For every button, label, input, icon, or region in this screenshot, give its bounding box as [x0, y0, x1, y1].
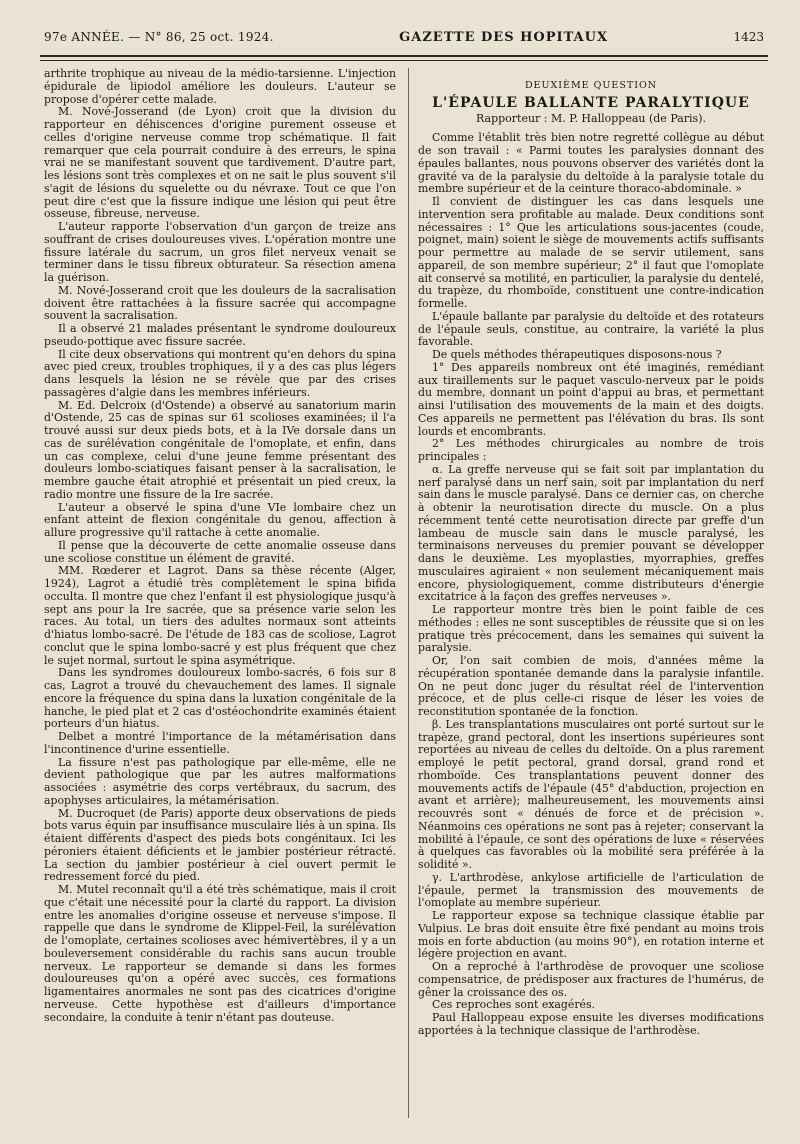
paragraph: M. Ed. Delcroix (d'Ostende) a observé au sanatorium marin d'Ostende, 25 cas de spinas sur 61 scolioses examinées; il l'a trouvé aussi sur deux pieds bots, et à la IVe dorsale dans un cas de surélévation congénitale de l'omoplate, et enfin, dans un cas complexe, celui d'une jeune femme présentant des douleurs lombo-sciatiques faisant penser à la sacralisation, le membre gauche était atrophié et présentait un pied creux, la radio montre une fissure de la Ire sacrée.: [44, 398, 396, 501]
issue-info: 97e ANNÉE. — N° 86, 25 oct. 1924.: [44, 30, 274, 44]
paragraph: L'auteur a observé le spina d'une VIe lombaire chez un enfant atteint de flexion congénitale du genou, affection à allure progressive qu'il rattache à cette anomalie.: [44, 500, 396, 539]
paragraph: Il pense que la découverte de cette anomalie osseuse dans une scoliose constitue un élément de gravité.: [44, 538, 396, 565]
paragraph: M. Ducroquet (de Paris) apporte deux observations de pieds bots varus équin par insuffisance musculaire liés à un spina. Ils étaient différents d'aspect des pieds bots congénitaux. Ici les péroniers étaient déficients et le jambier postérieur rétracté. La section du jambier postérieur à ciel ouvert permit le redressement forcé du pied.: [44, 806, 396, 884]
section-label: DEUXIÈME QUESTION: [524, 80, 658, 91]
left-column: [44, 68, 396, 1126]
paragraph: L'auteur rapporte l'observation d'un garçon de treize ans souffrant de crises douloureuses vives. L'opération montre une fissure latérale du sacrum, un gros filet nerveux venait se terminer dans le tissu fibreux obturateur. Sa résection amena la guérison.: [44, 220, 396, 284]
paragraph: 1° Des appareils nombreux ont été imaginés, remédiant aux tiraillements sur le paquet vasculo-nerveux par le poids du membre, donnant un point d'appui au bras, et permettant ainsi l'utilisation des mouvements de la main et des doigts. Ces appareils ne permettent pas l'élévation du bras. Ils sont lourds et encombrants.: [418, 360, 764, 438]
page-header: [44, 30, 764, 52]
paragraph: Le rapporteur expose sa technique classique établie par Vulpius. Le bras doit ensuite être fixé pendant au moins trois mois en forte abduction (au moins 90°), en rotation interne et légère projection en avant.: [418, 909, 764, 961]
paragraph: β. Les transplantations musculaires ont porté surtout sur le trapèze, grand pectoral, dont les insertions supérieures sont reportées au niveau de celles du deltoïde. On a plus rarement employé le petit pectoral, grand dorsal, grand rond et rhomboïde. Ces transplantations peuvent donner des mouvements actifs de l'épaule (45° d'abduction, projection en avant et arrière); malheureusement, les mouvements ainsi recouvrés sont « dénués de force et de précision ». Néanmoins ces opérations ne sont pas à rejeter; conservant la mobilité à l'épaule, ce sont des opérations de luxe « réservées à quelques cas favorables où la mobilité sera préférée à la solidité ».: [418, 717, 764, 872]
rapporteur-line: Rapporteur : M. P. Halloppeau (de Paris).: [475, 112, 706, 126]
article-title: L'ÉPAULE BALLANTE PARALYTIQUE: [432, 95, 750, 112]
paragraph: M. Mutel reconnaît qu'il a été très schématique, mais il croit que c'était une nécessité pour la clarté du rapport. La division entre les anomalies d'origine osseuse et nerveuse s'impose. Il rappelle que dans le syndrome de Klippel-Feil, la surélévation de l'omoplate, certaines scolioses avec hémivertèbres, il y a un bouleversement considérable du rachis sans aucun trouble nerveux. Le rapporteur se demande si dans les formes douloureuses qu'on a opéré avec succès, ces formations ligamentaires anormales ne sont pas des cicatrices d'origine nerveuse. Cette hypothèse est d'ailleurs d'importance secondaire, la conduite à tenir n'étant pas douteuse.: [44, 883, 396, 1024]
paragraph: De quels méthodes thérapeutiques disposons-nous ?: [432, 348, 722, 362]
paragraph: α. La greffe nerveuse qui se fait soit par implantation du nerf paralysé dans un nerf sain, soit par implantation du nerf sain dans le muscle paralysé. Dans ce dernier cas, on cherche à obtenir la neurotisation directe du muscle. On a plus récemment tenté cette neurotisation directe par greffe d'un lambeau de muscle sain dans le muscle paralysé, les terminaisons nerveuses du premier pouvant se développer dans le deuxième. Les myoplasties, myorraphies, greffes musculaires agiraient « non seulement mécaniquement mais encore, physiologiquement, comme distributeurs d'énergie excitatrice à la façon des greffes nerveuses ».: [418, 462, 764, 604]
paragraph: MM. Rœderer et Lagrot. Dans sa thèse récente (Alger, 1924), Lagrot a étudié très complètement le spina bifida occulta. Il montre que chez l'enfant il est physiologique jusqu'à sept ans pour la Ire sacrée, que sa présence varie selon les races. Au total, un tiers des adultes normaux sont atteints d'hiatus lombo-sacré. De l'étude de 183 cas de scoliose, Lagrot conclut que le spina lombo-sacré y est plus fréquent que chez le sujet normal, surtout le spina asymétrique.: [44, 564, 396, 667]
paragraph: Delbet a montré l'importance de la métamérisation dans l'incontinence d'urine essentielle.: [44, 730, 396, 756]
paragraph: 2° Les méthodes chirurgicales au nombre de trois principales :: [418, 437, 764, 464]
page-number: 1423: [733, 30, 764, 44]
header-rule-thick: [40, 55, 768, 57]
paragraph: Paul Halloppeau expose ensuite les diverses modifications apportées à la technique classique de l'arthrodèse.: [418, 1011, 764, 1037]
paragraph: La fissure n'est pas pathologique par elle-même, elle ne devient pathologique que par les autres malformations associées : asymétrie des corps vertébraux, du sacrum, des apophyses articulaires, la métamérisation.: [44, 755, 396, 807]
paragraph: Dans les syndromes douloureux lombo-sacrés, 6 fois sur 8 cas, Lagrot a trouvé du chevauchement des lames. Il signale encore la fréquence du spina dans la luxation congénitale de la hanche, le pied plat et 2 cas d'ostéochondrite examinés étaient porteurs d'un hiatus.: [44, 666, 396, 731]
column-divider: [408, 68, 409, 1118]
paragraph: Il cite deux observations qui montrent qu'en dehors du spina avec pied creux, troubles trophiques, il y a des cas plus légers dans lesquels la lésion ne se révèle que par des crises passagères d'algie dans les membres inférieurs.: [44, 347, 396, 399]
paragraph: Comme l'établit très bien notre regretté collègue au début de son travail : « Parmi toutes les paralysies donnant des épaules ballantes, nous pouvons observer des variétés dont la gravité va de la paralysie du deltoïde à la paralysie totale du membre supérieur et de la ceinture thoraco-abdominale. »: [418, 131, 764, 196]
right-column: [418, 68, 764, 1126]
paragraph: Il convient de distinguer les cas dans lesquels une intervention sera profitable au malade. Deux conditions sont nécessaires : 1° Que les articulations sous-jacentes (coude, poignet, main) soient le siège de mouvements actifs suffisants pour permettre au malade de se servir utilement, sans appareil, de son membre supérieur; 2° il faut que l'omoplate ait conservé sa motilité, en particulier, la paralysie du dentelé, du trapèze, du rhomboïde, constituent une contre-indication formelle.: [418, 195, 764, 311]
paragraph: Le rapporteur montre très bien le point faible de ces méthodes : elles ne sont susceptibles de réussite que si on les pratique très précocement, dans les semaines qui suivent la paralysie.: [418, 603, 764, 655]
paragraph: M. Nové-Josserand (de Lyon) croit que la division du rapporteur en déhiscences d'origine purement osseuse et celles d'origine nerveuse comme trop schématique. Il fait remarquer que cela pourrait conduire à des erreurs, le spina vrai ne se manifestant souvent que tardivement. D'autre part, les lésions sont très complexes et on ne sait le plus souvent s'il s'agit de lésions du squelette ou du névraxe. Tout ce que l'on peut dire c'est que la fissure indique une lésion qui peut être osseuse, fibreuse, nerveuse.: [44, 105, 396, 221]
header-rule-thin: [40, 60, 768, 61]
paragraph: L'épaule ballante par paralysie du deltoïde et des rotateurs de l'épaule seuls, constitue, au contraire, la variété la plus favorable.: [418, 309, 764, 349]
paragraph: Il a observé 21 malades présentant le syndrome douloureux pseudo-pottique avec fissure sacrée.: [44, 322, 396, 348]
paragraph: Ces reproches sont exagérés.: [432, 998, 596, 1012]
journal-title: GAZETTE DES HOPITAUX: [399, 30, 609, 45]
paragraph: On a reproché à l'arthrodèse de provoquer une scoliose compensatrice, de prédisposer aux fractures de l'humérus, de gêner la croissance des os.: [418, 960, 764, 999]
paragraph: M. Nové-Josserand croit que les douleurs de la sacralisation doivent être rattachées à la fissure sacrée qui accompagne souvent la sacralisation.: [44, 283, 396, 323]
paragraph: γ. L'arthrodèse, ankylose artificielle de l'articulation de l'épaule, permet la transmission des mouvements de l'omoplate au membre supérieur.: [418, 870, 764, 910]
paragraph: Or, l'on sait combien de mois, d'années même la récupération spontanée demande dans la paralysie infantile. On ne peut donc juger du résultat réel de l'intervention précoce, et de plus celle-ci risque de léser les voies de reconstitution spontanée de la fonction.: [418, 654, 764, 719]
paragraph: arthrite trophique au niveau de la médio-tarsienne. L'injection épidurale de lipiodol améliore les douleurs. L'auteur se propose d'opérer cette malade.: [44, 68, 396, 106]
